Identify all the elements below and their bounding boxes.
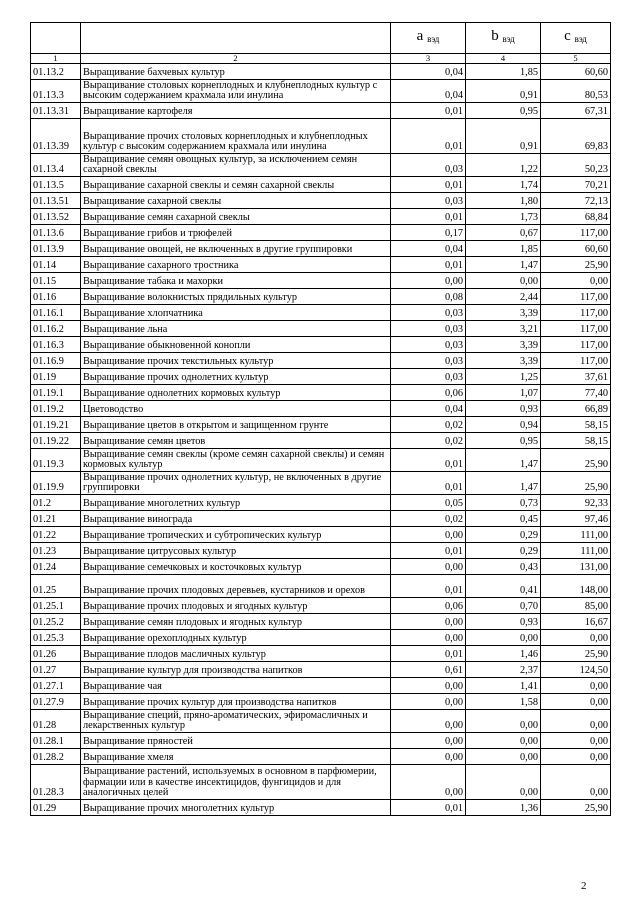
row-value-b: 3,39 bbox=[466, 353, 541, 369]
row-name: Выращивание прочих текстильных культур bbox=[81, 353, 391, 369]
row-name: Выращивание льна bbox=[81, 321, 391, 337]
row-value-a: 0,02 bbox=[391, 511, 466, 527]
row-code: 01.19.9 bbox=[31, 472, 81, 495]
row-value-b: 0,73 bbox=[466, 495, 541, 511]
table-row bbox=[31, 472, 611, 495]
row-value-b: 0,41 bbox=[466, 575, 541, 598]
row-value-a: 0,03 bbox=[391, 353, 466, 369]
row-value-a: 0,04 bbox=[391, 80, 466, 103]
row-value-c: 0,00 bbox=[541, 765, 611, 800]
row-name: Выращивание семян свеклы (кроме семян сахарной свеклы) и семян кормовых культур bbox=[81, 449, 391, 472]
header-code-cell bbox=[31, 23, 81, 54]
row-name: Выращивание хмеля bbox=[81, 749, 391, 765]
row-code: 01.26 bbox=[31, 646, 81, 662]
table-row bbox=[31, 103, 611, 119]
row-value-b: 1,47 bbox=[466, 257, 541, 273]
row-name: Выращивание прочих однолетних культур bbox=[81, 369, 391, 385]
table-row bbox=[31, 559, 611, 575]
table-row bbox=[31, 385, 611, 401]
row-code: 01.13.9 bbox=[31, 241, 81, 257]
row-value-c: 0,00 bbox=[541, 733, 611, 749]
row-code: 01.28.1 bbox=[31, 733, 81, 749]
table-row bbox=[31, 575, 611, 598]
row-value-b: 1,07 bbox=[466, 385, 541, 401]
row-code: 01.29 bbox=[31, 800, 81, 816]
table-row bbox=[31, 273, 611, 289]
row-value-b: 3,39 bbox=[466, 337, 541, 353]
row-value-a: 0,00 bbox=[391, 559, 466, 575]
row-value-a: 0,02 bbox=[391, 433, 466, 449]
row-code: 01.23 bbox=[31, 543, 81, 559]
row-name: Выращивание прочих многолетних культур bbox=[81, 800, 391, 816]
column-number: 1 bbox=[31, 54, 81, 64]
row-value-a: 0,00 bbox=[391, 273, 466, 289]
row-value-b: 0,29 bbox=[466, 543, 541, 559]
table-row bbox=[31, 449, 611, 472]
header-b: b $_{вэд}$ bbox=[466, 23, 541, 54]
row-name: Выращивание чая bbox=[81, 678, 391, 694]
row-value-b: 0,95 bbox=[466, 433, 541, 449]
row-value-c: 58,15 bbox=[541, 433, 611, 449]
row-value-b: 2,37 bbox=[466, 662, 541, 678]
column-number-row bbox=[31, 54, 611, 64]
row-value-c: 117,00 bbox=[541, 305, 611, 321]
row-value-a: 0,01 bbox=[391, 119, 466, 154]
row-value-c: 80,53 bbox=[541, 80, 611, 103]
row-code: 01.16.3 bbox=[31, 337, 81, 353]
row-value-a: 0,03 bbox=[391, 305, 466, 321]
row-code: 01.25.1 bbox=[31, 598, 81, 614]
column-number: 3 bbox=[391, 54, 466, 64]
row-value-b: 0,45 bbox=[466, 511, 541, 527]
row-value-b: 1,58 bbox=[466, 694, 541, 710]
row-value-b: 1,74 bbox=[466, 177, 541, 193]
row-value-c: 72,13 bbox=[541, 193, 611, 209]
row-value-c: 0,00 bbox=[541, 694, 611, 710]
row-value-a: 0,01 bbox=[391, 209, 466, 225]
row-value-a: 0,01 bbox=[391, 177, 466, 193]
row-value-a: 0,00 bbox=[391, 527, 466, 543]
table-row bbox=[31, 662, 611, 678]
row-name: Выращивание прочих культур для производства напитков bbox=[81, 694, 391, 710]
row-value-b: 0,00 bbox=[466, 630, 541, 646]
row-code: 01.27.9 bbox=[31, 694, 81, 710]
row-value-c: 148,00 bbox=[541, 575, 611, 598]
row-value-a: 0,02 bbox=[391, 417, 466, 433]
row-code: 01.19.3 bbox=[31, 449, 81, 472]
row-name: Выращивание сахарной свеклы bbox=[81, 193, 391, 209]
row-value-b: 0,00 bbox=[466, 749, 541, 765]
row-value-b: 0,00 bbox=[466, 733, 541, 749]
row-value-c: 25,90 bbox=[541, 646, 611, 662]
column-number: 2 bbox=[81, 54, 391, 64]
table-row bbox=[31, 369, 611, 385]
row-code: 01.28 bbox=[31, 710, 81, 733]
row-value-b: 0,91 bbox=[466, 119, 541, 154]
table-row bbox=[31, 257, 611, 273]
row-value-a: 0,03 bbox=[391, 369, 466, 385]
row-value-a: 0,01 bbox=[391, 472, 466, 495]
row-name: Выращивание овощей, не включенных в другие группировки bbox=[81, 241, 391, 257]
row-value-c: 25,90 bbox=[541, 800, 611, 816]
row-name: Выращивание семечковых и косточковых культур bbox=[81, 559, 391, 575]
row-name: Выращивание сахарной свеклы и семян сахарной свеклы bbox=[81, 177, 391, 193]
row-code: 01.25.3 bbox=[31, 630, 81, 646]
row-name: Выращивание специй, пряно-ароматических, эфиромасличных и лекарственных культур bbox=[81, 710, 391, 733]
row-value-a: 0,01 bbox=[391, 646, 466, 662]
table-row bbox=[31, 630, 611, 646]
row-value-a: 0,03 bbox=[391, 321, 466, 337]
row-value-a: 0,00 bbox=[391, 765, 466, 800]
table-row bbox=[31, 64, 611, 80]
row-name: Выращивание табака и махорки bbox=[81, 273, 391, 289]
row-value-a: 0,01 bbox=[391, 543, 466, 559]
row-value-a: 0,61 bbox=[391, 662, 466, 678]
row-value-b: 1,85 bbox=[466, 64, 541, 80]
row-value-c: 117,00 bbox=[541, 225, 611, 241]
row-value-b: 2,44 bbox=[466, 289, 541, 305]
row-value-c: 0,00 bbox=[541, 710, 611, 733]
row-name: Выращивание хлопчатника bbox=[81, 305, 391, 321]
coefficients-table bbox=[30, 22, 611, 816]
column-number: 5 bbox=[541, 54, 611, 64]
row-value-b: 0,70 bbox=[466, 598, 541, 614]
row-value-b: 0,95 bbox=[466, 103, 541, 119]
row-name: Выращивание пряностей bbox=[81, 733, 391, 749]
table-row bbox=[31, 154, 611, 177]
row-code: 01.24 bbox=[31, 559, 81, 575]
row-code: 01.22 bbox=[31, 527, 81, 543]
row-value-a: 0,00 bbox=[391, 614, 466, 630]
table-row bbox=[31, 193, 611, 209]
table-row bbox=[31, 225, 611, 241]
row-value-c: 37,61 bbox=[541, 369, 611, 385]
row-value-c: 16,67 bbox=[541, 614, 611, 630]
row-code: 01.25.2 bbox=[31, 614, 81, 630]
header-c: c $_{вэд}$ bbox=[541, 23, 611, 54]
row-value-b: 0,00 bbox=[466, 765, 541, 800]
row-code: 01.13.39 bbox=[31, 119, 81, 154]
row-value-b: 1,73 bbox=[466, 209, 541, 225]
row-value-a: 0,01 bbox=[391, 800, 466, 816]
table-row bbox=[31, 209, 611, 225]
row-code: 01.16.1 bbox=[31, 305, 81, 321]
row-value-c: 69,83 bbox=[541, 119, 611, 154]
row-code: 01.13.31 bbox=[31, 103, 81, 119]
table-row bbox=[31, 800, 611, 816]
row-value-b: 1,46 bbox=[466, 646, 541, 662]
table-row bbox=[31, 80, 611, 103]
row-name: Выращивание волокнистых прядильных культур bbox=[81, 289, 391, 305]
row-value-c: 97,46 bbox=[541, 511, 611, 527]
row-value-a: 0,00 bbox=[391, 710, 466, 733]
row-value-b: 0,94 bbox=[466, 417, 541, 433]
row-value-a: 0,04 bbox=[391, 401, 466, 417]
row-value-b: 1,47 bbox=[466, 449, 541, 472]
row-value-b: 1,36 bbox=[466, 800, 541, 816]
row-value-b: 1,41 bbox=[466, 678, 541, 694]
row-value-b: 1,85 bbox=[466, 241, 541, 257]
row-code: 01.19.22 bbox=[31, 433, 81, 449]
row-value-c: 111,00 bbox=[541, 543, 611, 559]
row-value-c: 60,60 bbox=[541, 64, 611, 80]
row-code: 01.13.3 bbox=[31, 80, 81, 103]
header-a: a $_{вэд}$ bbox=[391, 23, 466, 54]
row-name: Выращивание прочих плодовых и ягодных культур bbox=[81, 598, 391, 614]
row-value-c: 58,15 bbox=[541, 417, 611, 433]
row-name: Выращивание однолетних кормовых культур bbox=[81, 385, 391, 401]
row-value-c: 68,84 bbox=[541, 209, 611, 225]
row-code: 01.19.21 bbox=[31, 417, 81, 433]
page-number: 2 bbox=[581, 880, 587, 892]
table-row bbox=[31, 511, 611, 527]
row-value-a: 0,03 bbox=[391, 337, 466, 353]
row-name: Выращивание культур для производства напитков bbox=[81, 662, 391, 678]
row-name: Выращивание грибов и трюфелей bbox=[81, 225, 391, 241]
row-value-b: 0,00 bbox=[466, 273, 541, 289]
row-value-c: 131,00 bbox=[541, 559, 611, 575]
row-value-a: 0,00 bbox=[391, 630, 466, 646]
row-code: 01.19.2 bbox=[31, 401, 81, 417]
row-value-b: 0,43 bbox=[466, 559, 541, 575]
row-value-a: 0,04 bbox=[391, 64, 466, 80]
row-code: 01.13.2 bbox=[31, 64, 81, 80]
header-row bbox=[31, 23, 611, 54]
row-value-c: 0,00 bbox=[541, 749, 611, 765]
row-value-a: 0,00 bbox=[391, 694, 466, 710]
row-code: 01.13.4 bbox=[31, 154, 81, 177]
row-value-c: 117,00 bbox=[541, 337, 611, 353]
row-code: 01.28.2 bbox=[31, 749, 81, 765]
row-value-b: 0,91 bbox=[466, 80, 541, 103]
row-value-a: 0,05 bbox=[391, 495, 466, 511]
table-row bbox=[31, 749, 611, 765]
row-value-c: 25,90 bbox=[541, 472, 611, 495]
row-code: 01.16 bbox=[31, 289, 81, 305]
row-code: 01.13.51 bbox=[31, 193, 81, 209]
row-value-c: 25,90 bbox=[541, 257, 611, 273]
table-row bbox=[31, 495, 611, 511]
row-code: 01.27.1 bbox=[31, 678, 81, 694]
table-row bbox=[31, 543, 611, 559]
row-value-a: 0,01 bbox=[391, 257, 466, 273]
row-code: 01.2 bbox=[31, 495, 81, 511]
row-value-c: 111,00 bbox=[541, 527, 611, 543]
row-code: 01.15 bbox=[31, 273, 81, 289]
row-value-c: 67,31 bbox=[541, 103, 611, 119]
row-value-c: 66,89 bbox=[541, 401, 611, 417]
row-code: 01.28.3 bbox=[31, 765, 81, 800]
table-row bbox=[31, 694, 611, 710]
table-row bbox=[31, 710, 611, 733]
table-row bbox=[31, 598, 611, 614]
row-value-b: 1,25 bbox=[466, 369, 541, 385]
row-value-c: 117,00 bbox=[541, 289, 611, 305]
row-name: Выращивание семян сахарной свеклы bbox=[81, 209, 391, 225]
table-row bbox=[31, 337, 611, 353]
table-row bbox=[31, 765, 611, 800]
row-name: Выращивание плодов масличных культур bbox=[81, 646, 391, 662]
row-name: Выращивание бахчевых культур bbox=[81, 64, 391, 80]
row-value-a: 0,00 bbox=[391, 733, 466, 749]
row-value-c: 124,50 bbox=[541, 662, 611, 678]
row-code: 01.27 bbox=[31, 662, 81, 678]
table-row bbox=[31, 305, 611, 321]
row-value-a: 0,04 bbox=[391, 241, 466, 257]
row-value-a: 0,08 bbox=[391, 289, 466, 305]
row-name: Выращивание винограда bbox=[81, 511, 391, 527]
row-name: Выращивание прочих столовых корнеплодных и клубнеплодных культур с высоким содержанием крахмала или инулина bbox=[81, 119, 391, 154]
row-name: Выращивание цветов в открытом и защищенном грунте bbox=[81, 417, 391, 433]
row-name: Выращивание многолетних культур bbox=[81, 495, 391, 511]
row-value-a: 0,03 bbox=[391, 154, 466, 177]
row-value-a: 0,00 bbox=[391, 749, 466, 765]
row-value-c: 117,00 bbox=[541, 353, 611, 369]
table-row bbox=[31, 401, 611, 417]
row-name: Выращивание семян плодовых и ягодных культур bbox=[81, 614, 391, 630]
row-value-c: 117,00 bbox=[541, 321, 611, 337]
table-row bbox=[31, 289, 611, 305]
table-row bbox=[31, 119, 611, 154]
row-value-c: 0,00 bbox=[541, 630, 611, 646]
row-value-c: 70,21 bbox=[541, 177, 611, 193]
row-value-c: 92,33 bbox=[541, 495, 611, 511]
row-name: Выращивание картофеля bbox=[81, 103, 391, 119]
column-number: 4 bbox=[466, 54, 541, 64]
row-value-b: 0,29 bbox=[466, 527, 541, 543]
row-value-a: 0,17 bbox=[391, 225, 466, 241]
row-value-a: 0,01 bbox=[391, 449, 466, 472]
row-value-a: 0,01 bbox=[391, 103, 466, 119]
row-value-c: 50,23 bbox=[541, 154, 611, 177]
table-row bbox=[31, 733, 611, 749]
row-value-a: 0,06 bbox=[391, 385, 466, 401]
table-row bbox=[31, 433, 611, 449]
row-code: 01.19.1 bbox=[31, 385, 81, 401]
row-code: 01.19 bbox=[31, 369, 81, 385]
table-row bbox=[31, 241, 611, 257]
row-name: Выращивание сахарного тростника bbox=[81, 257, 391, 273]
row-value-a: 0,00 bbox=[391, 678, 466, 694]
row-value-c: 85,00 bbox=[541, 598, 611, 614]
row-value-c: 0,00 bbox=[541, 678, 611, 694]
table-row bbox=[31, 646, 611, 662]
row-value-b: 0,00 bbox=[466, 710, 541, 733]
row-code: 01.14 bbox=[31, 257, 81, 273]
row-value-a: 0,01 bbox=[391, 575, 466, 598]
table-row bbox=[31, 177, 611, 193]
row-code: 01.13.52 bbox=[31, 209, 81, 225]
row-name: Выращивание цитрусовых культур bbox=[81, 543, 391, 559]
row-name: Цветоводство bbox=[81, 401, 391, 417]
row-name: Выращивание орехоплодных культур bbox=[81, 630, 391, 646]
row-name: Выращивание столовых корнеплодных и клубнеплодных культур с высоким содержанием крахмала или инулина bbox=[81, 80, 391, 103]
row-value-b: 1,47 bbox=[466, 472, 541, 495]
row-name: Выращивание семян цветов bbox=[81, 433, 391, 449]
row-name: Выращивание прочих плодовых деревьев, кустарников и орехов bbox=[81, 575, 391, 598]
row-value-a: 0,06 bbox=[391, 598, 466, 614]
row-code: 01.16.2 bbox=[31, 321, 81, 337]
row-value-b: 3,39 bbox=[466, 305, 541, 321]
row-code: 01.25 bbox=[31, 575, 81, 598]
row-name: Выращивание тропических и субтропических культур bbox=[81, 527, 391, 543]
row-value-c: 0,00 bbox=[541, 273, 611, 289]
row-code: 01.21 bbox=[31, 511, 81, 527]
row-name: Выращивание семян овощных культур, за исключением семян сахарной свеклы bbox=[81, 154, 391, 177]
row-value-a: 0,03 bbox=[391, 193, 466, 209]
row-value-b: 3,21 bbox=[466, 321, 541, 337]
row-name: Выращивание обыкновенной конопли bbox=[81, 337, 391, 353]
row-value-b: 0,67 bbox=[466, 225, 541, 241]
header-name-cell bbox=[81, 23, 391, 54]
table-row bbox=[31, 527, 611, 543]
row-name: Выращивание прочих однолетних культур, не включенных в другие группировки bbox=[81, 472, 391, 495]
row-value-b: 1,22 bbox=[466, 154, 541, 177]
row-value-b: 1,80 bbox=[466, 193, 541, 209]
row-value-b: 0,93 bbox=[466, 614, 541, 630]
row-code: 01.13.6 bbox=[31, 225, 81, 241]
row-value-c: 25,90 bbox=[541, 449, 611, 472]
table-row bbox=[31, 417, 611, 433]
row-code: 01.16.9 bbox=[31, 353, 81, 369]
row-value-c: 77,40 bbox=[541, 385, 611, 401]
table-row bbox=[31, 353, 611, 369]
table-row bbox=[31, 614, 611, 630]
row-name: Выращивание растений, используемых в основном в парфюмерии, фармации или в качестве инсектицидов, фунгицидов и для аналогичных целей bbox=[81, 765, 391, 800]
row-code: 01.13.5 bbox=[31, 177, 81, 193]
row-value-c: 60,60 bbox=[541, 241, 611, 257]
row-value-b: 0,93 bbox=[466, 401, 541, 417]
table-row bbox=[31, 321, 611, 337]
table-row bbox=[31, 678, 611, 694]
